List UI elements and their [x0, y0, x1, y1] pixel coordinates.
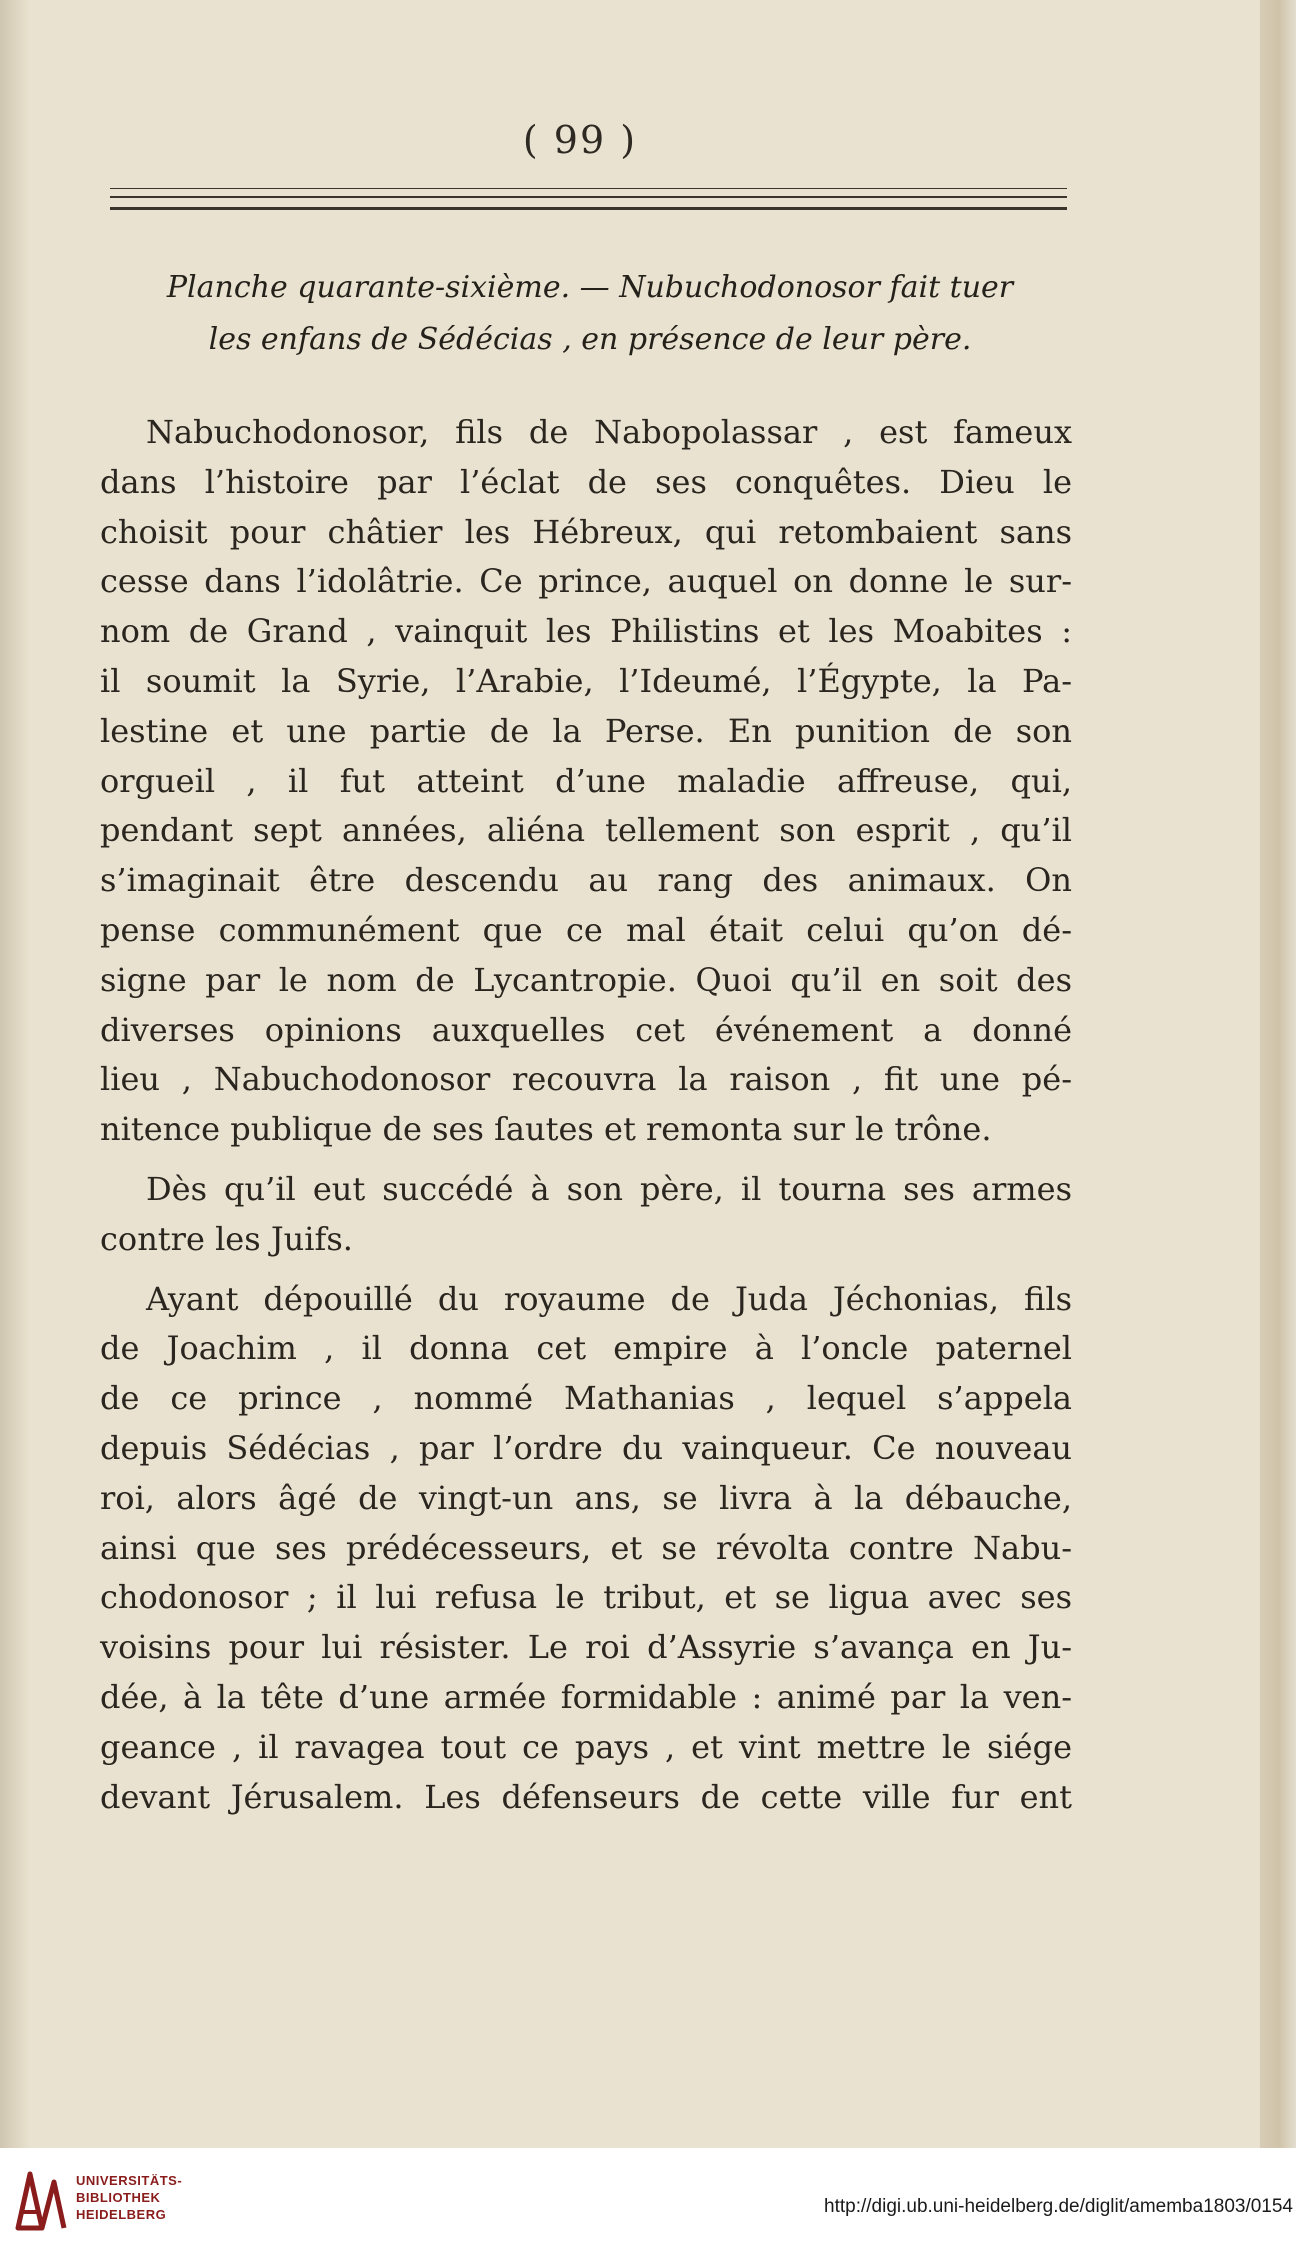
text-line: chodonosor ; il lui refusa le tribut, et se ligua avec ses	[100, 1578, 1072, 1617]
caption-line: Planche quarante-sixième. — Nubuchodonosor fait tuer	[166, 270, 1014, 305]
caption-line: les enfans de Sédécias , en présence de leur père.	[208, 322, 972, 357]
text-line: choisit pour châtier les Hébreux, qui retombaient sans	[100, 512, 1072, 551]
text-line: signe par le nom de Lycantropie. Quoi qu’il en soit des	[100, 960, 1072, 999]
text-line: dans l’histoire par l’éclat de ses conquêtes. Dieu le	[100, 462, 1072, 501]
page-gutter-shadow	[0, 0, 30, 2148]
paragraph	[100, 408, 1072, 1155]
header-rule-middle	[110, 196, 1067, 198]
text-line: Nabuchodonosor, fils de Nabopolassar , est fameux	[146, 413, 1072, 451]
text-line: nitence publique de ses ſautes et remonta sur le trône.	[100, 1110, 992, 1149]
heidelberg-library-logo-icon[interactable]	[12, 2166, 68, 2234]
text-line: dée, à la tête d’une armée formidable : animé par la ven-	[100, 1677, 1072, 1716]
paragraph	[100, 1275, 1072, 1823]
text-line: pense communément que ce mal était celui qu’on dé-	[100, 910, 1072, 949]
header-rule-thin	[110, 188, 1067, 189]
text-line: lestine et une partie de la Perse. En punition de son	[100, 711, 1072, 750]
text-line: il soumit la Syrie, l’Arabie, l’Ideumé, l’Égypte, la Pa-	[100, 661, 1072, 700]
text-line: nom de Grand , vainquit les Philistins et les Moabites :	[100, 612, 1072, 651]
text-line: pendant sept années, aliéna tellement son esprit , qu’il	[100, 811, 1072, 850]
institution-name	[76, 2172, 182, 2223]
text-line: de Joachim , il donna cet empire à l’oncle paternel	[100, 1329, 1072, 1368]
text-line: roi, alors âgé de vingt-un ans, se livra à la débauche,	[100, 1478, 1072, 1517]
header-rule-thick	[110, 207, 1067, 210]
institution-line: UNIVERSITÄTS-	[76, 2173, 183, 2188]
text-line: Dès qu’il eut succédé à son père, il tourna ses armes	[146, 1169, 1072, 1208]
body-text	[100, 408, 1072, 1832]
text-line: cesse dans l’idolâtrie. Ce prince, auquel on donne le sur-	[100, 562, 1072, 601]
text-line: Ayant dépouillé du royaume de Juda Jéchonias, fils	[146, 1279, 1072, 1318]
institution-line: HEIDELBERG	[76, 2207, 167, 2222]
text-line: devant Jérusalem. Les défenseurs de cette ville fur ent	[100, 1777, 1072, 1816]
text-line: contre les Juifs.	[100, 1219, 353, 1258]
text-line: diverses opinions auxquelles cet événement a donné	[100, 1010, 1072, 1049]
text-line: geance , il ravagea tout ce pays , et vint mettre le siége	[100, 1727, 1072, 1766]
page-edge-shadow	[1260, 0, 1296, 2148]
text-line: depuis Sédécias , par l’ordre du vainqueur. Ce nouveau	[100, 1428, 1072, 1467]
text-line: de ce prince , nommé Mathanias , lequel s’appela	[100, 1379, 1072, 1418]
institution-line: BIBLIOTHEK	[76, 2190, 161, 2205]
plate-caption	[110, 262, 1070, 366]
text-line: ainsi que ses prédécesseurs, et se révolta contre Nabu-	[100, 1528, 1072, 1567]
paragraph	[100, 1165, 1072, 1265]
text-line: s’imaginait être descendu au rang des animaux. On	[100, 861, 1072, 900]
text-line: voisins pour lui résister. Le roi d’Assyrie s’avança en Ju-	[100, 1628, 1072, 1667]
text-line: orgueil , il fut atteint d’une maladie affreuse, qui,	[100, 761, 1072, 800]
text-line: lieu , Nabuchodonosor recouvra la raison , fit une pé-	[100, 1060, 1072, 1099]
page-number: ( 99 )	[522, 118, 638, 162]
source-url-link[interactable]: http://digi.ub.uni-heidelberg.de/diglit/amemba1803/0154	[824, 2196, 1293, 2217]
